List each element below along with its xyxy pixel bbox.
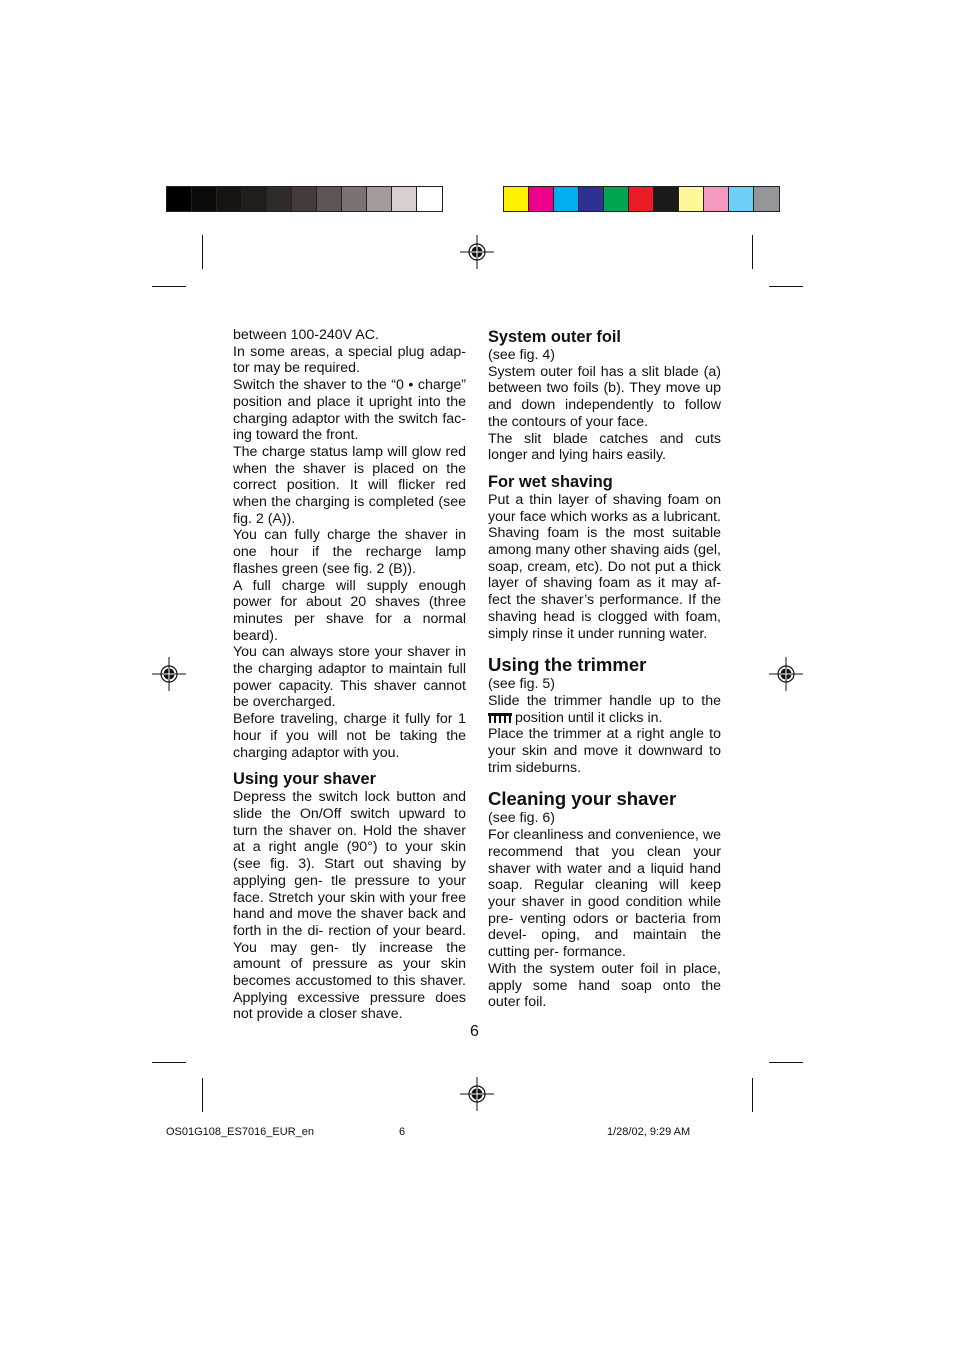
trimmer-comb-icon: [488, 713, 512, 723]
figure-reference: (see fig. 5): [488, 676, 556, 693]
color-swatch: [317, 187, 342, 211]
color-swatch: [504, 187, 529, 211]
paragraph: A full charge will supply enough power for about 20 shaves (three minutes per shave for a normal beard).: [233, 577, 466, 644]
crop-mark: [752, 1078, 753, 1112]
paragraph: The slit blade catches and cuts longer and lying hairs easily.: [488, 430, 721, 464]
page-number: 6: [470, 1023, 479, 1040]
paragraph: For cleanliness and convenience, we recommend that you clean your shaver with water and a liquid hand soap. Regular cleaning will keep your shaver in good condition while pre- venting odors or bacteria from devel- oping, and maintain the cutting per- formance.: [488, 827, 721, 961]
right-column: [488, 327, 721, 1011]
section-heading-outer-foil: System outer foil: [488, 328, 621, 346]
crop-mark: [769, 1062, 803, 1063]
paragraph: With the system outer foil in place, apply some hand soap onto the outer foil.: [488, 960, 721, 1011]
color-swatch: [392, 187, 417, 211]
process-color-bar: [503, 186, 780, 212]
paragraph: You can fully charge the shaver in one hour if the recharge lamp flashes green (see fig. 2 (B)).: [233, 527, 466, 577]
color-swatch: [754, 187, 779, 211]
paragraph: Switch the shaver to the “0 • charge” position and place it upright into the charging adaptor with the switch fac- ing toward the front.: [233, 377, 466, 444]
color-swatch: [554, 187, 579, 211]
color-swatch: [604, 187, 629, 211]
color-swatch: [267, 187, 292, 211]
paragraph: Put a thin layer of shaving foam on your face which works as a lubricant. Shaving foam is the most suitable among many other shaving aids (gel, soap, cream, etc). Do not put a thick layer of shaving foam as it may af- fect the shaver’s performance. If the shaving head is clogged with foam, simply rinse it under running water.: [488, 491, 721, 642]
color-swatch: [342, 187, 367, 211]
registration-mark-icon: [460, 235, 494, 269]
paragraph: Depress the switch lock button and slide the On/Off switch upward to turn the shaver on. Hold the shaver at a right angle (90°) to your skin (see fig. 3). Start out shaving by applying gen- tle pressure to your face. Stretch your skin with your free hand and move the shaver back and forth in the di- rection of your beard. You may gen- tly increase the amount of pressure as your skin becomes accustomed to this shaver. Applying excessive pressure does not provide a closer shave.: [233, 789, 466, 1023]
registration-mark-icon: [152, 657, 186, 691]
color-swatch: [367, 187, 392, 211]
footer-filename: OS01G108_ES7016_EUR_en: [166, 1126, 314, 1138]
color-swatch: [292, 187, 317, 211]
section-heading-using-shaver: Using your shaver: [233, 770, 377, 789]
registration-mark-icon: [769, 657, 803, 691]
left-column: [233, 327, 466, 1023]
crop-mark: [152, 286, 186, 287]
crop-mark: [202, 235, 203, 269]
registration-mark-icon: [460, 1077, 494, 1111]
paragraph: You can always store your shaver in the charging adaptor to maintain full power capacity. This shaver cannot be overcharged.: [233, 644, 466, 711]
color-swatch: [729, 187, 754, 211]
grayscale-color-bar: [166, 186, 443, 212]
color-swatch: [579, 187, 604, 211]
crop-mark: [752, 235, 753, 269]
paragraph-text: Slide the trimmer handle up to the: [488, 692, 721, 709]
color-swatch: [654, 187, 679, 211]
paragraph: In some areas, a special plug adap- tor may be required.: [233, 343, 466, 377]
footer-page: 6: [399, 1126, 406, 1138]
footer-date: 1/28/02, 9:29 AM: [607, 1126, 691, 1138]
paragraph-text: position until it clicks in.: [515, 709, 663, 726]
section-heading-cleaning: Cleaning your shaver: [488, 788, 677, 810]
color-swatch: [679, 187, 704, 211]
color-swatch: [167, 187, 192, 211]
paragraph: [488, 693, 721, 726]
color-swatch: [629, 187, 654, 211]
figure-reference: (see fig. 4): [488, 347, 556, 363]
color-swatch: [529, 187, 554, 211]
crop-mark: [769, 286, 803, 287]
color-swatch: [217, 187, 242, 211]
section-heading-wet-shaving: For wet shaving: [488, 472, 613, 491]
paragraph: between 100-240V AC.: [233, 327, 379, 343]
paragraph: Before traveling, charge it fully for 1 hour if you will not be taking the charging adaptor with you.: [233, 711, 466, 761]
color-swatch: [242, 187, 267, 211]
color-swatch: [704, 187, 729, 211]
color-swatch: [417, 187, 442, 211]
section-heading-trimmer: Using the trimmer: [488, 654, 647, 676]
figure-reference: (see fig. 6): [488, 810, 556, 827]
crop-mark: [202, 1078, 203, 1112]
crop-mark: [152, 1062, 186, 1063]
paragraph: Place the trimmer at a right angle to your skin and move it downward to trim sideburns.: [488, 726, 721, 776]
paragraph: The charge status lamp will glow red when the shaver is placed on the correct position. It will flicker red when the charging is completed (see fig. 2 (A)).: [233, 443, 466, 527]
color-swatch: [192, 187, 217, 211]
paragraph: System outer foil has a slit blade (a) between two foils (b). They move up and down independently to follow the contours of your face.: [488, 363, 721, 430]
